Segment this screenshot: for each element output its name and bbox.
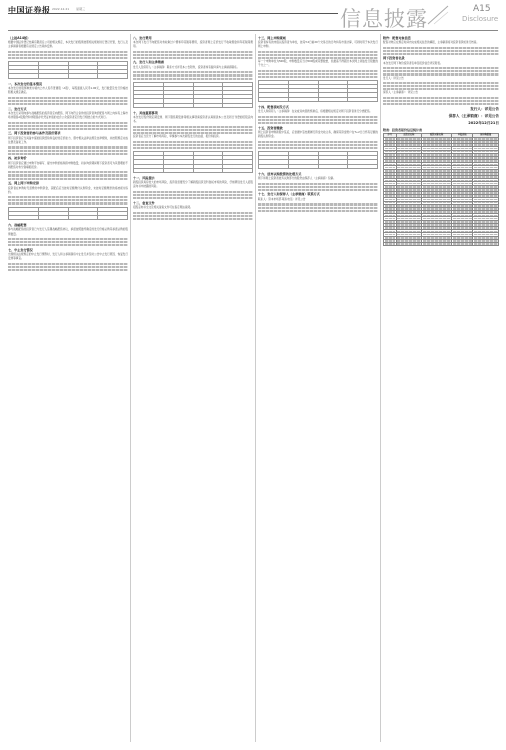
text-line [8, 196, 128, 198]
table-row [384, 242, 499, 245]
table-header-cell: 拟申购数量 [473, 134, 499, 138]
table-cell [134, 168, 164, 172]
text-line [258, 186, 378, 188]
text-line [8, 125, 128, 127]
body-paragraph: 投资者在申购时无需缴付申购资金，获配后应当按时足额缴付认购资金，未按时足额缴款的将被视为违约。 [8, 186, 128, 194]
text-line [383, 73, 499, 75]
table-cell [68, 74, 98, 78]
section-title: 信息披露 [340, 7, 428, 31]
text-line [8, 199, 128, 201]
body-paragraph: 招股意向书全文及相关备查文件可在指定网站查阅。 [133, 206, 193, 210]
table-cell [259, 97, 289, 101]
section-heading: 十、其他重要事项 [133, 110, 158, 115]
text-line [383, 100, 499, 102]
table-cell [473, 242, 499, 245]
body-paragraph: 投资者持有的市值以投资者为单位，按其T-2日前20个交易日的日均持有市值计算，可同时用于本次发行网上申购。 [258, 40, 378, 48]
table-cell [348, 97, 378, 101]
table-cell [259, 164, 289, 168]
text-line [133, 51, 253, 53]
section-heading: 十二、备查文件 [133, 200, 155, 205]
text-line [133, 218, 253, 220]
table-row [134, 168, 253, 172]
table-cell [68, 215, 98, 219]
page-number: A15 [473, 4, 491, 14]
issue-date: 2022.12.21 [52, 7, 70, 11]
column-divider [255, 34, 256, 742]
text-line [258, 70, 378, 72]
text-line [133, 132, 253, 134]
text-line [383, 47, 499, 49]
section-title-en: Disclosure [462, 15, 499, 23]
body-paragraph: 网下和网上投资者放弃认购部分的股份由保荐人（主承销商）包销。 [258, 177, 336, 181]
table-cell [223, 168, 253, 172]
text-line [8, 178, 128, 180]
text-line [8, 238, 128, 240]
section-heading: 十三、网上申购规则 [258, 35, 286, 40]
decorative-slash-icon [426, 4, 450, 26]
body-paragraph: 发行人：详见公告 [383, 76, 404, 80]
text-line [8, 54, 128, 56]
text-column-2 [133, 34, 253, 742]
text-line [258, 183, 378, 185]
investor-quote-table [383, 133, 499, 246]
table-cell [223, 103, 253, 107]
text-line [8, 150, 128, 152]
text-line [133, 197, 253, 199]
body-paragraph: 网上投资者申购新股中签后，应依据中签结果履行资金交收义务，确保其资金账户在T+2日日终有足额的新股认购资金。 [258, 130, 378, 139]
section-heading: 十五、投资者缴款 [258, 125, 283, 130]
section-heading: 十六、放弃认购股票的处理方式 [258, 171, 302, 176]
text-line [383, 97, 499, 99]
table-header-cell: 配售对象名称 [422, 134, 452, 138]
notice-line: 保荐人（主承销商）：详见公告 [448, 113, 499, 118]
inline-table [133, 82, 253, 108]
section-heading: 十一、风险提示 [133, 175, 155, 180]
text-line [258, 189, 378, 191]
body-paragraph: 本次发行的股票种类为境内上市人民币普通股（A股），每股面值人民币1.00元，发行数量及发行价格按照相关规定确定。 [8, 87, 128, 95]
text-line [133, 147, 253, 149]
text-line [258, 210, 378, 212]
text-column-1 [8, 34, 128, 742]
text-line [383, 53, 499, 55]
text-line [383, 50, 499, 52]
table-cell [134, 103, 164, 107]
text-line [258, 141, 378, 143]
text-line [383, 82, 499, 84]
text-line [133, 71, 253, 73]
body-paragraph: 本次网下发行不向配售对象收取过户费和印花税等费用，投资者网上定价发行不收取佣金和印花税等费用。 [133, 40, 253, 48]
text-line [8, 100, 128, 102]
section-heading: 五、网上网下申购安排 [8, 181, 39, 186]
table-cell [9, 74, 39, 78]
section-heading: 一、本次发行的基本情况 [8, 81, 43, 86]
issue-weekday: 星期三 [76, 7, 86, 11]
body-paragraph: 参与战略配售的投资者已与发行人签署战略配售协议，承诺按照最终确定的发行价格认购其承诺认购的股票数量。 [8, 228, 128, 236]
section-heading: 八、发行费用 [133, 35, 152, 40]
body-paragraph: 出现相关法规规定的中止发行情形时，发行人和主承销商将中止发行并及时公告中止发行原因、恢复发行安排等事宜。 [8, 253, 128, 261]
text-line [133, 126, 253, 128]
text-line [8, 128, 128, 130]
table-cell [348, 164, 378, 168]
text-line [8, 171, 128, 173]
table-cell [98, 215, 128, 219]
table-header-cell: 序号 [384, 134, 397, 138]
section-heading: 十七、发行人和保荐人（主承销商）联系方式 [258, 192, 320, 197]
table-cell [193, 168, 223, 172]
table-cell [163, 103, 193, 107]
inline-table [133, 151, 253, 173]
notice-line: 发行人：详见公告 [470, 107, 499, 112]
text-line [383, 103, 499, 105]
notice-line: 2022年12月21日 [468, 120, 499, 125]
inline-table [8, 207, 128, 221]
section-heading: 二、发行方式 [8, 106, 27, 111]
body-paragraph: 新股投资具有较大的市场风险，投资者需要充分了解新股投资及科创板市场的风险，仔细研读发行人招股意向书中披露的风险。 [133, 181, 253, 189]
text-line [258, 54, 378, 56]
table-cell [396, 242, 422, 245]
text-line [8, 146, 128, 148]
table-cell [193, 103, 223, 107]
text-line [133, 215, 253, 217]
body-paragraph: 发行人和保荐人（主承销商）在完成双向回拨机制后，将根据相关规定对网下投资者进行分类配售。 [258, 110, 373, 114]
section-heading: 六、战略配售 [8, 223, 27, 228]
table-cell [163, 168, 193, 172]
table-cell [318, 164, 348, 168]
table-cell [422, 242, 452, 245]
body-paragraph: 本次发行股份锁定期安排、网下限售期安排等相关事项请投资者认真阅读本公告及同日刊登的招股意向书。 [133, 116, 253, 124]
body-paragraph: 网下投资者应通过申购平台填写、提交申购价格和拟申购数量，初步询价期间网下投资者可为其管理的不同配售对象分别填报报价。 [8, 161, 128, 169]
section-heading: （上接A14版） [8, 35, 31, 40]
text-line [258, 144, 378, 146]
text-line [133, 194, 253, 196]
text-line [258, 147, 378, 149]
text-line [8, 174, 128, 176]
text-line [383, 67, 499, 69]
table-cell [288, 164, 318, 168]
body-paragraph: 根据中国证券登记结算有限责任公司的相关规定，本次发行的股票按照相关规则进行登记托管，发行人及主承销商将根据有关规定公告具体安排。 [8, 40, 128, 48]
text-line [8, 57, 128, 59]
body-paragraph: 每一个申购单位为500股，申购数量应当为500股或其整数倍，但最高不得超过本次网上初始发行股数的千分之一。 [258, 59, 378, 67]
text-line [258, 207, 378, 209]
section-heading: 附件：配售对象信息 [383, 35, 411, 40]
table-cell [318, 97, 348, 101]
body-paragraph: 保荐人（主承销商）：详见公告 [383, 91, 419, 95]
table-cell [9, 215, 39, 219]
table-row [259, 164, 378, 168]
text-line [8, 97, 128, 99]
section-heading: 网下投资者名录 [383, 56, 405, 61]
issue-meta [52, 7, 91, 11]
section-heading: 九、发行人和主承销商 [133, 60, 164, 65]
text-line [133, 212, 253, 214]
section-heading: 三、网下投资者的参与条件及报价要求 [8, 131, 61, 136]
column-4-body [383, 36, 499, 106]
column-divider [130, 34, 131, 742]
text-line [133, 141, 253, 143]
header-rule [8, 13, 338, 14]
column-divider [380, 34, 381, 742]
table-cell [452, 242, 473, 245]
inline-table [8, 61, 128, 79]
text-line [383, 70, 499, 72]
text-line [258, 73, 378, 75]
text-line [133, 57, 253, 59]
text-line [8, 153, 128, 155]
table-row [259, 97, 378, 101]
text-line [258, 116, 378, 118]
text-line [8, 266, 128, 268]
text-line [383, 85, 499, 87]
body-paragraph: 网下投资者应当具备丰富的投资经验和良好的定价能力，遵守相关法律法规及自律规则，并按照规定完成注册及备案工作。 [8, 136, 128, 144]
text-column-4 [383, 34, 499, 742]
table-caption: 附表：投资者报价信息统计表 [383, 128, 423, 133]
table-row [9, 74, 128, 78]
inline-table [258, 80, 378, 102]
text-line [258, 76, 378, 78]
text-line [8, 269, 128, 271]
text-line [133, 54, 253, 56]
text-line [8, 241, 128, 243]
body-paragraph: 联系人：资本市场部 联系电话：详见公告 [258, 197, 306, 201]
text-line [133, 191, 253, 193]
inline-table [258, 151, 378, 169]
section-heading: 四、初步询价 [8, 156, 27, 161]
body-paragraph: 本次发行网下询价投资者名单及报价信息详见附表。 [383, 61, 443, 65]
body-paragraph: 配售对象应在规定时间内完成相关信息的填报，主承销商将对投资者资质进行核查。 [383, 40, 479, 44]
text-line [8, 103, 128, 105]
table-cell [384, 242, 397, 245]
table-row [134, 103, 253, 107]
text-line [133, 144, 253, 146]
table-body [384, 137, 499, 245]
text-line [8, 51, 128, 53]
text-line [133, 78, 253, 80]
text-line [8, 122, 128, 124]
text-line [258, 122, 378, 124]
table-header-cell: 申报价格 [452, 134, 473, 138]
table-cell [98, 74, 128, 78]
text-line [8, 263, 128, 265]
text-line [8, 244, 128, 246]
text-line [8, 202, 128, 204]
body-paragraph: 发行人及保荐人（主承销商）联系方式详见本公告附件，投资者如有疑问请与主承销商联系。 [133, 65, 240, 69]
notice-signature [383, 107, 499, 125]
text-line [258, 119, 378, 121]
table-cell [38, 215, 68, 219]
text-line [133, 129, 253, 131]
table-row [9, 215, 128, 219]
body-paragraph: 投资者应当充分了解市场风险，审慎参与本次新股发行的估值、报价和投资。 [133, 135, 222, 139]
text-line [258, 203, 378, 205]
table-cell [38, 74, 68, 78]
text-line [258, 51, 378, 53]
section-heading: 七、中止发行情况 [8, 247, 33, 252]
body-paragraph: 本次发行采用向参与战略配售的投资者定向配售、网下向符合条件的投资者询价配售与网上向持有上海市场非限售A股股份和非限售存托凭证市值的社会公众投资者定价发行相结合的方式进行。 [8, 111, 128, 119]
text-column-3 [258, 34, 378, 742]
text-line [133, 74, 253, 76]
text-line [258, 57, 378, 59]
table-header-cell: 投资者名称 [396, 134, 422, 138]
table-cell [288, 97, 318, 101]
header-underline [8, 30, 498, 31]
section-heading: 十四、配售原则及方式 [258, 104, 289, 109]
newspaper-logo: 中国证券报 [8, 5, 51, 15]
